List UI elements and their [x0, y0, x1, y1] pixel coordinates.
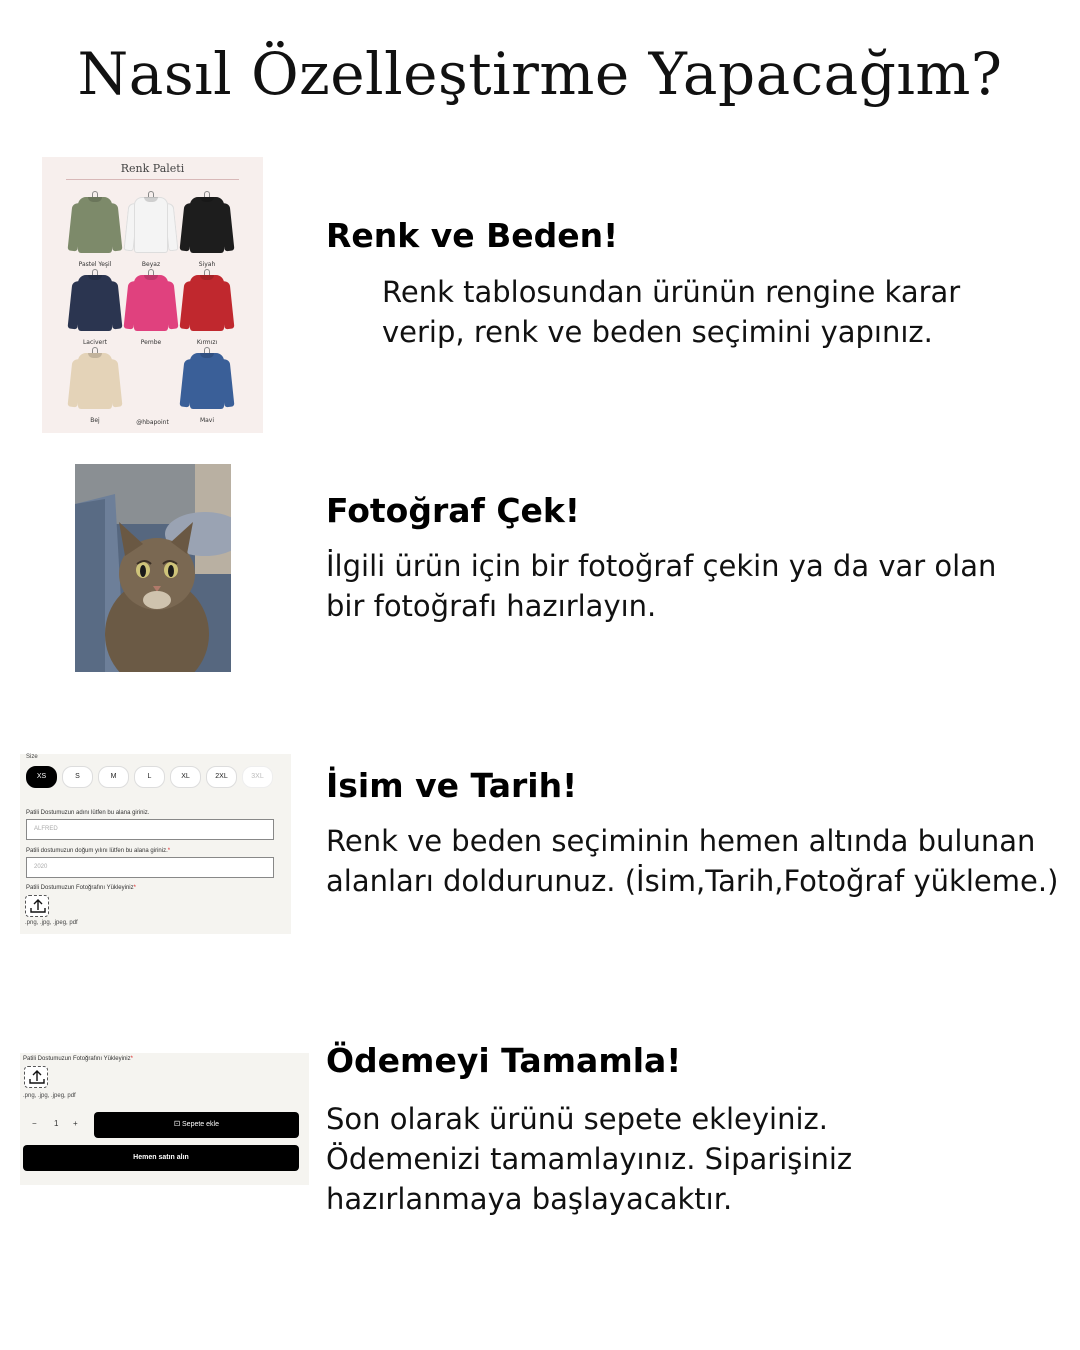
step-4-line: Son olarak ürünü sepete ekleyiniz. [326, 1102, 828, 1136]
upload-button[interactable] [24, 1066, 48, 1088]
palette-title: Renk Paleti [120, 162, 185, 175]
cat-photo-illustration [75, 464, 231, 672]
swatch-label: Pembe [140, 339, 162, 346]
step-2-heading: Fotoğraf Çek! [326, 491, 580, 530]
size-option-l[interactable]: L [134, 766, 165, 788]
file-types-hint: .png, .jpg, .jpeg, pdf [25, 920, 78, 926]
sweatshirt-swatch [126, 275, 176, 346]
sweatshirt-swatch [70, 197, 120, 268]
form-screenshot-checkout [20, 1053, 309, 1185]
step-1-heading: Renk ve Beden! [326, 216, 619, 255]
upload-icon [28, 1069, 46, 1085]
upload-button[interactable] [25, 895, 49, 917]
color-palette-image [42, 157, 263, 433]
sweatshirt-swatch [182, 275, 232, 346]
form-screenshot-details [20, 754, 291, 934]
step-3-line: Renk ve beden seçiminin hemen altında bulunan [326, 824, 1036, 858]
add-to-cart-button[interactable] [94, 1112, 299, 1138]
sweatshirt-swatch [70, 353, 120, 424]
add-to-cart-label: Sepete ekle [182, 1121, 219, 1128]
swatch-label: Lacivert [82, 339, 108, 346]
step-4-line: hazırlanmaya başlayacaktır. [326, 1182, 733, 1216]
swatch-label: Kırmızı [196, 339, 218, 346]
palette-divider [66, 179, 239, 180]
size-option-xl[interactable]: XL [170, 766, 201, 788]
step-4-text [326, 1099, 852, 1219]
sweatshirt-body [78, 275, 112, 331]
size-option-s[interactable]: S [62, 766, 93, 788]
step-2-text [326, 546, 996, 626]
swatch-label: Bej [90, 417, 100, 424]
qty-decrease-button[interactable]: − [32, 1119, 37, 1128]
sweatshirt-body [190, 353, 224, 409]
sweatshirt-body [78, 353, 112, 409]
sweatshirt-body [78, 197, 112, 253]
size-option-xs[interactable]: XS [26, 766, 57, 788]
palette-footer: @hbapoint [136, 419, 169, 426]
sweatshirt-body [134, 197, 168, 253]
step-3-line: alanları doldurunuz. (İsim,Tarih,Fotoğraf yükleme.) [326, 864, 1059, 898]
swatch-label: Beyaz [141, 261, 161, 268]
name-field-label: Patili Dostumuzun adını lütfen bu alana giriniz. [26, 810, 150, 816]
quantity-stepper [24, 1113, 90, 1137]
size-option-3xl: 3XL [242, 766, 273, 788]
sweatshirt-swatch [182, 353, 232, 424]
step-1-line: verip, renk ve beden seçimini yapınız. [382, 315, 933, 349]
cart-icon: ⚀ [173, 1121, 183, 1128]
sweatshirt-swatch [126, 197, 176, 268]
step-1-text [382, 272, 960, 352]
sweatshirt-body [190, 275, 224, 331]
year-field-label: Patili dostumuzun doğum yılını lütfen bu alana giriniz.* [26, 848, 171, 854]
sweatshirt-swatch [70, 275, 120, 346]
step-2-line: İlgili ürün için bir fotoğraf çekin ya da var olan [326, 549, 997, 583]
step-3-heading: İsim ve Tarih! [326, 766, 578, 805]
page-title: Nasıl Özelleştirme Yapacağım? [77, 40, 1003, 108]
name-input[interactable]: ALFRED [26, 819, 274, 840]
sweatshirt-body [134, 275, 168, 331]
photo-field-label: Patili Dostumuzun Fotoğrafını Yükleyiniz* [23, 1056, 133, 1062]
photo-field-label: Patili Dostumuzun Fotoğrafını Yükleyiniz* [26, 885, 136, 891]
size-option-m[interactable]: M [98, 766, 129, 788]
step-4-heading: Ödemeyi Tamamla! [326, 1041, 682, 1080]
sweatshirt-body [190, 197, 224, 253]
cat-photo [75, 464, 231, 672]
step-4-line: Ödemenizi tamamlayınız. Siparişiniz [326, 1142, 853, 1176]
size-label: Size [26, 754, 38, 760]
swatch-label: Pastel Yeşil [78, 261, 112, 268]
qty-increase-button[interactable]: + [73, 1119, 78, 1128]
step-1-line: Renk tablosundan ürünün rengine karar [382, 275, 961, 309]
step-2-line: bir fotoğrafı hazırlayın. [326, 589, 657, 623]
qty-value: 1 [54, 1119, 59, 1128]
buy-now-button[interactable]: Hemen satın alın [23, 1145, 299, 1171]
step-3-text [326, 821, 1058, 901]
year-input[interactable]: 2020 [26, 857, 274, 878]
sweatshirt-swatch [182, 197, 232, 268]
swatch-label: Siyah [198, 261, 216, 268]
upload-icon [29, 898, 47, 914]
swatch-label: Mavi [199, 417, 215, 424]
size-option-2xl[interactable]: 2XL [206, 766, 237, 788]
file-types-hint: .png, .jpg, .jpeg, pdf [23, 1093, 76, 1099]
